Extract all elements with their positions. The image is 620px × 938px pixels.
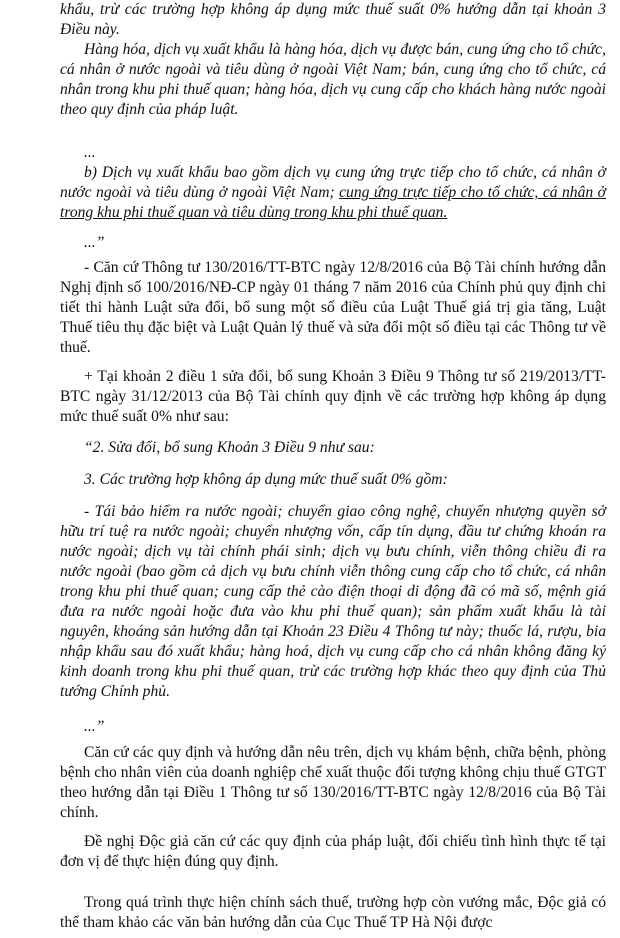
paragraph-request: Đề nghị Độc giả căn cứ các quy định của pháp luật, đối chiếu tình hình thực tế tại đơn vị để thực hiện đúng quy định. (60, 833, 606, 870)
paragraph-cases-heading: 3. Các trường hợp không áp dụng mức thuế suất 0% gồm: (84, 471, 448, 488)
ellipsis-1: ... (84, 144, 96, 161)
export-services-text: b) Dịch vụ xuất khẩu bao gồm dịch vụ cung ứng trực tiếp cho tổ chức, cá nhân ở nước ngoài và tiêu dùng ở ngoài Việt Nam; (60, 164, 606, 201)
paragraph-export-services (60, 163, 606, 223)
paragraph-conclusion: Căn cứ các quy định và hướng dẫn nêu trên, dịch vụ khám bệnh, chữa bệnh, phòng bệnh cho nhân viên của doanh nghiệp chế xuất thuộc đối tượng không chịu thuế GTGT theo hướng dẫn tại Điều 1 Thông tư số 130/2016/TT-BTC ngày 12/8/2016 của Bộ Tài chính. (60, 744, 606, 821)
paragraph-cases-list: - Tái bảo hiểm ra nước ngoài; chuyển giao công nghệ, chuyển nhượng quyền sở hữu trí tuệ ra nước ngoài; chuyển nhượng vốn, cấp tín dụng, đầu tư chứng khoán ra nước ngoài; dịch vụ tài chính phái sinh; dịch vụ bưu chính, viễn thông chiều đi ra nước ngoài (bao gồm cả dịch vụ bưu chính viễn thông cung cấp cho tổ chức, cá nhân trong khu phi thuế quan; cung cấp thẻ cào điện thoại di động đã có mã số, mệnh giá đưa ra nước ngoài hoặc đưa vào khu phi thuế quan); sản phẩm xuất khẩu là tài nguyên, khoáng sản hướng dẫn tại Khoản 23 Điều 4 Thông tư này; thuốc lá, rượu, bia nhập khẩu sau đó xuất khẩu; hàng hoá, dịch vụ cung cấp cho cá nhân không đăng ký kinh doanh trong khu phi thuế quan, trừ các trường hợp khác theo quy định của Thủ tướng Chính phủ. (60, 503, 606, 700)
export-services-underlined: cung ứng trực tiếp cho tổ chức, cá nhân ở trong khu phi thuế quan và tiêu dùng trong khu phi thuế quan. (60, 184, 607, 221)
ellipsis-2: ...” (84, 234, 105, 251)
paragraph-amend-clause-3: “2. Sửa đổi, bổ sung Khoản 3 Điều 9 như sau: (84, 439, 375, 456)
paragraph-export-condition: khẩu, trừ các trường hợp không áp dụng mức thuế suất 0% hướng dẫn tại khoản 3 Điều này. (60, 1, 606, 38)
ellipsis-3: ...” (84, 718, 105, 735)
paragraph-export-goods-definition: Hàng hóa, dịch vụ xuất khẩu là hàng hóa, dịch vụ được bán, cung ứng cho tổ chức, cá nhân ở nước ngoài và tiêu dùng ở ngoài Việt Nam; bán, cung ứng cho tổ chức, cá nhân trong khu phi thuế quan; hàng hóa, dịch vụ cung cấp cho khách hàng nước ngoài theo quy định của pháp luật. (60, 41, 606, 118)
paragraph-circular-130: - Căn cứ Thông tư 130/2016/TT-BTC ngày 12/8/2016 của Bộ Tài chính hướng dẫn Nghị định số 100/2016/NĐ-CP ngày 01 tháng 7 năm 2016 của Chính phủ quy định chi tiết thi hành Luật sửa đổi, bổ sung một số điều của Luật Thuế giá trị gia tăng, Luật Thuế tiêu thụ đặc biệt và Luật Quản lý thuế và sửa đổi một số điều tại các Thông tư về thuế. (60, 259, 606, 356)
paragraph-clause-2: + Tại khoản 2 điều 1 sửa đổi, bổ sung Khoản 3 Điều 9 Thông tư số 219/2013/TT-BTC ngày 31/12/2013 của Bộ Tài chính quy định về các trường hợp không áp dụng mức thuế suất 0% như sau: (60, 368, 606, 425)
paragraph-reference: Trong quá trình thực hiện chính sách thuế, trường hợp còn vướng mắc, Độc giả có thể tham khảo các văn bản hướng dẫn của Cục Thuế TP Hà Nội được (60, 894, 606, 931)
